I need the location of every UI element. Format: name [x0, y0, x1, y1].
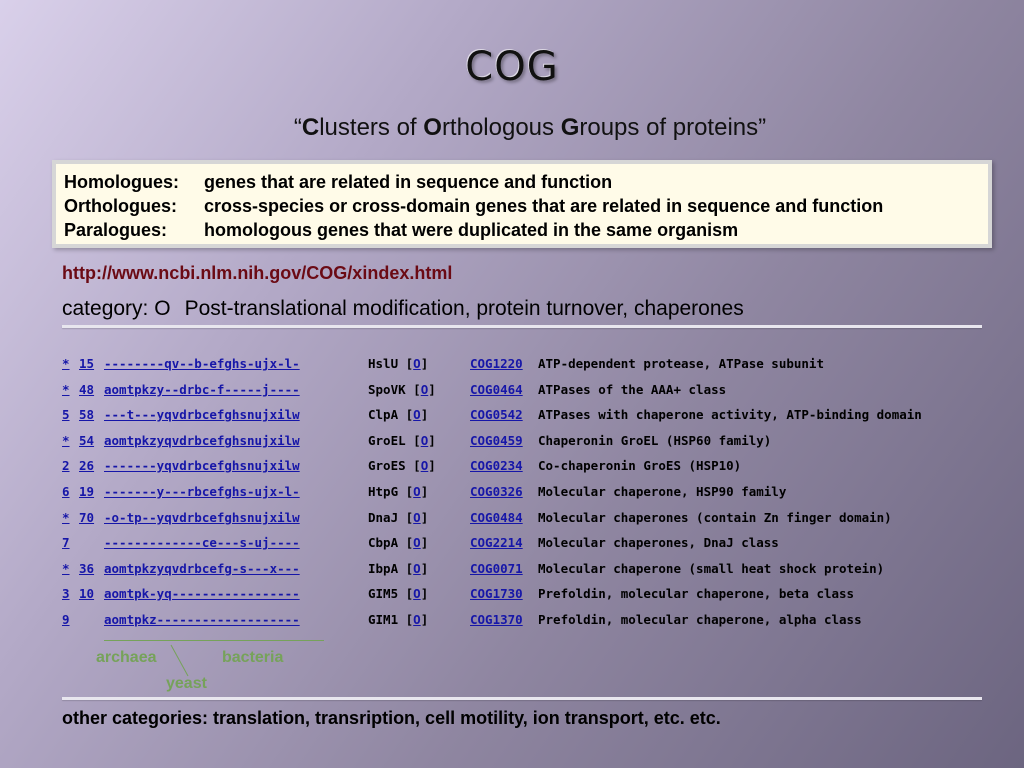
definition-term: Homologues:: [64, 172, 179, 192]
cog-row-link-a[interactable]: 9: [62, 612, 70, 627]
cog-row-link-a[interactable]: 3: [62, 586, 70, 601]
cog-row-cog-id-link[interactable]: COG0484: [470, 510, 523, 525]
definition-text: cross-species or cross-domain genes that are related in sequence and function: [204, 196, 884, 216]
cog-row-cog-id-link[interactable]: COG2214: [470, 535, 523, 550]
tree-label-yeast: yeast: [166, 675, 207, 692]
cog-row-gene: DnaJ [O]: [368, 510, 429, 525]
cog-row-gene: ClpA [O]: [368, 407, 429, 422]
cog-row-gene-name: HslU: [368, 356, 399, 371]
cog-row-gene: IbpA [O]: [368, 561, 429, 576]
cog-row-description: ATPases of the AAA+ class: [538, 382, 727, 397]
definition-text: homologous genes that were duplicated in the same organism: [204, 220, 739, 240]
cog-row-pattern-link[interactable]: aomtpkzy--drbc-f-----j----: [104, 382, 300, 397]
cog-row-description: Prefoldin, molecular chaperone, beta class: [538, 586, 855, 601]
cog-row-pattern-link[interactable]: ---t---yqvdrbcefghsnujxilw: [104, 407, 300, 422]
subtitle-open-quote: “: [293, 114, 302, 141]
cog-row-gene-name: GIM5: [368, 586, 399, 601]
cog-row-cog-id-link[interactable]: COG1370: [470, 612, 523, 627]
cog-row-cog-id-link[interactable]: COG0464: [470, 382, 523, 397]
cog-row-category-link[interactable]: O: [413, 407, 421, 422]
definition-term: Orthologues:: [64, 196, 177, 216]
cog-row-cog-id-link[interactable]: COG0459: [470, 433, 523, 448]
cog-row-description: ATP-dependent protease, ATPase subunit: [538, 356, 824, 371]
definition-text: genes that are related in sequence and function: [204, 172, 613, 192]
cog-row-category-link[interactable]: O: [413, 356, 421, 371]
cog-row-gene-name: ClpA: [368, 407, 399, 422]
cog-row-gene-name: HtpG: [368, 484, 399, 499]
cog-row-link-b[interactable]: 48: [79, 382, 95, 397]
footer-text: other categories: translation, transription, cell motility, ion transport, etc. etc.: [62, 708, 721, 728]
cog-row-description: Molecular chaperone, HSP90 family: [538, 484, 787, 499]
cog-row-pattern-link[interactable]: aomtpk-yq-----------------: [104, 586, 300, 601]
cog-row-gene-name: SpoVK: [368, 382, 406, 397]
definition-term: Paralogues:: [64, 220, 168, 240]
cog-row-description: Co-chaperonin GroES (HSP10): [538, 458, 742, 473]
tree-label-archaea: archaea: [96, 649, 157, 666]
cog-row-pattern-link[interactable]: -------------ce---s-uj----: [104, 535, 300, 550]
cog-row-description: Molecular chaperones, DnaJ class: [538, 535, 779, 550]
subtitle-letter-c: C: [301, 114, 320, 141]
cog-row-category-link[interactable]: O: [413, 586, 421, 601]
cog-row-category-link[interactable]: O: [420, 458, 429, 473]
subtitle-letter-g: G: [560, 114, 580, 141]
cog-row-link-a[interactable]: *: [62, 356, 70, 371]
cog-row-description: Prefoldin, molecular chaperone, alpha class: [538, 612, 862, 627]
cog-row-cog-id-link[interactable]: COG0234: [470, 458, 523, 473]
cog-row-pattern-link[interactable]: aomtpkz-------------------: [104, 612, 300, 627]
slide-subtitle: [0, 114, 1024, 142]
cog-url-link[interactable]: http://www.ncbi.nlm.nih.gov/COG/xindex.html: [62, 263, 453, 283]
cog-row-link-b[interactable]: 15: [79, 356, 95, 371]
cog-row-gene: GIM5 [O]: [368, 586, 429, 601]
cog-row-gene: SpoVK [O]: [368, 382, 436, 397]
definition-row: [64, 218, 738, 242]
category-label: Post-translational modification, protein turnover, chaperones: [184, 297, 744, 320]
cog-row-cog-id-link[interactable]: COG0071: [470, 561, 523, 576]
definition-row: [64, 194, 883, 218]
cog-row-pattern-link[interactable]: -------y---rbcefghs-ujx-l-: [104, 484, 300, 499]
cog-row-gene-name: GroES: [368, 458, 406, 473]
cog-row-gene-name: GroEL: [368, 433, 406, 448]
cog-row-cog-id-link[interactable]: COG0542: [470, 407, 523, 422]
definitions-box: [52, 160, 992, 248]
cog-row-link-b[interactable]: 10: [79, 586, 95, 601]
cog-row-category-link[interactable]: O: [413, 484, 421, 499]
cog-row-link-b[interactable]: 54: [79, 433, 95, 448]
cog-row-category-link[interactable]: O: [420, 433, 429, 448]
subtitle-text-c: lusters of: [319, 114, 424, 141]
cog-row-link-a[interactable]: *: [62, 561, 70, 576]
cog-row-gene-name: DnaJ: [368, 510, 399, 525]
cog-row-category-link[interactable]: O: [413, 561, 421, 576]
cog-row-gene: HslU [O]: [368, 356, 429, 371]
cog-row-pattern-link[interactable]: aomtpkzyqvdrbcefghsnujxilw: [104, 433, 300, 448]
cog-row-link-a[interactable]: *: [62, 433, 70, 448]
cog-row-link-b[interactable]: 26: [79, 458, 95, 473]
subtitle-text-g: roups of proteins”: [579, 114, 767, 141]
slide-title: COG: [465, 44, 559, 90]
category-heading: [62, 297, 744, 321]
cog-row-link-b[interactable]: 70: [79, 510, 95, 525]
cog-row-category-link[interactable]: O: [420, 382, 429, 397]
divider-bottom: [62, 697, 982, 700]
tree-branch-line: [104, 640, 324, 641]
cog-row-link-b[interactable]: 36: [79, 561, 95, 576]
tree-label-bacteria: bacteria: [222, 649, 284, 666]
definition-row: [64, 170, 612, 194]
cog-row-pattern-link[interactable]: aomtpkzyqvdrbcefg-s---x---: [104, 561, 300, 576]
divider-top: [62, 325, 982, 328]
cog-row-category-link[interactable]: O: [413, 612, 421, 627]
cog-row-category-link[interactable]: O: [413, 510, 421, 525]
cog-row-gene: GIM1 [O]: [368, 612, 429, 627]
cog-row-gene: GroEL [O]: [368, 433, 436, 448]
cog-row-gene-name: IbpA: [368, 561, 399, 576]
cog-row-link-a[interactable]: 2: [62, 458, 70, 473]
cog-row-pattern-link[interactable]: -o-tp--yqvdrbcefghsnujxilw: [104, 510, 300, 525]
subtitle-text-o: rthologous: [441, 114, 561, 141]
cog-row-link-a[interactable]: *: [62, 382, 70, 397]
cog-row-cog-id-link[interactable]: COG1220: [470, 356, 523, 371]
cog-row-description: ATPases with chaperone activity, ATP-binding domain: [538, 407, 922, 422]
cog-row-cog-id-link[interactable]: COG1730: [470, 586, 523, 601]
tree-branch-diagonal: [168, 644, 192, 678]
cog-row-link-b[interactable]: 58: [79, 407, 95, 422]
cog-row-link-a[interactable]: 5: [62, 407, 70, 422]
cog-row-link-a[interactable]: *: [62, 510, 70, 525]
cog-row-gene-name: CbpA: [368, 535, 399, 550]
cog-row-description: Molecular chaperones (contain Zn finger domain): [538, 510, 892, 525]
cog-row-gene: HtpG [O]: [368, 484, 429, 499]
cog-row-link-b[interactable]: 19: [79, 484, 95, 499]
cog-row-cog-id-link[interactable]: COG0326: [470, 484, 523, 499]
category-code: category: O: [62, 297, 171, 320]
cog-row-pattern-link[interactable]: -------yqvdrbcefghsnujxilw: [104, 458, 300, 473]
cog-row-link-a[interactable]: 7: [62, 535, 70, 550]
subtitle-letter-o: O: [423, 114, 442, 141]
cog-row-description: Chaperonin GroEL (HSP60 family): [538, 433, 772, 448]
cog-row-category-link[interactable]: O: [413, 535, 421, 550]
cog-row-gene: GroES [O]: [368, 458, 436, 473]
cog-row-link-a[interactable]: 6: [62, 484, 70, 499]
cog-row-gene-name: GIM1: [368, 612, 399, 627]
cog-row-pattern-link[interactable]: --------qv--b-efghs-ujx-l-: [104, 356, 300, 371]
cog-row-description: Molecular chaperone (small heat shock protein): [538, 561, 885, 576]
cog-row-gene: CbpA [O]: [368, 535, 429, 550]
